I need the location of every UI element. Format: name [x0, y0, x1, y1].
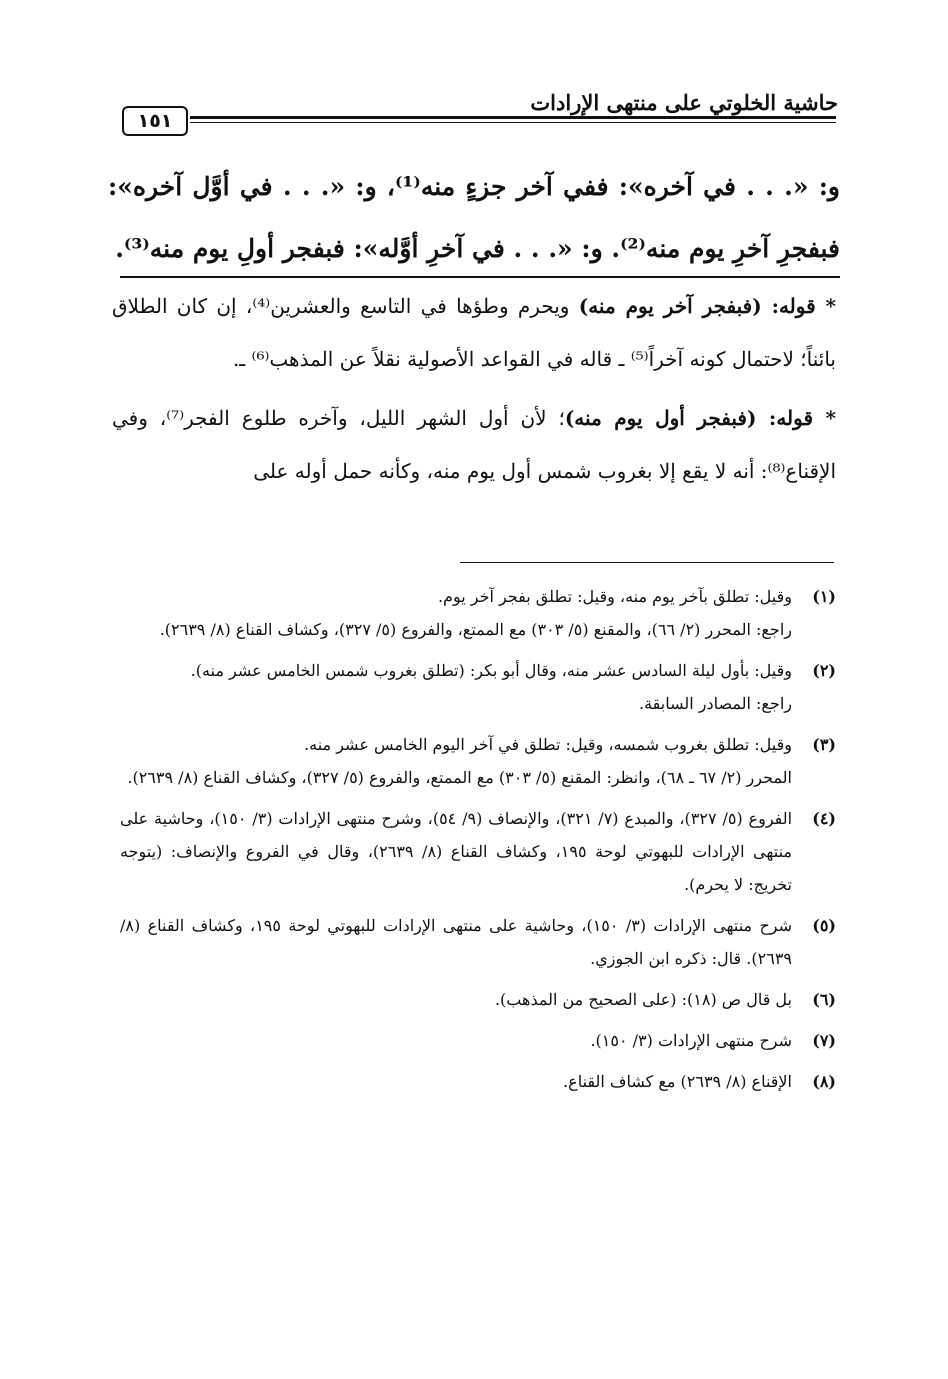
commentary-lead: * قوله: (فبفجر أول يوم منه) — [564, 406, 836, 430]
footnote-line: الإقناع (٨/ ٢٦٣٩) مع كشاف القناع. — [563, 1072, 792, 1091]
commentary-paragraph — [112, 392, 836, 498]
commentary — [112, 280, 836, 504]
footnote — [120, 728, 836, 794]
footnote-line: المحرر (٢/ ٦٧ ـ ٦٨)، وانظر: المقنع (٥/ ٣٠٣) مع الممتع، والفروع (٥/ ٣٢٧)، وكشاف القناع (٨/ ٢٦٣٩). — [127, 768, 792, 787]
footnote — [120, 802, 836, 901]
header-title: حاشية الخلوتي على منتهى الإرادات — [530, 90, 838, 115]
footnote-number: (٥) — [812, 916, 836, 935]
footnotes — [120, 580, 836, 1106]
footnote-line: وقيل: بأول ليلة السادس عشر منه، وقال أبو بكر: (تطلق بغروب شمس الخامس عشر منه). — [190, 661, 792, 680]
footnote — [120, 580, 836, 646]
running-head — [0, 82, 948, 142]
footnote-line: شرح منتهى الإرادات (٣/ ١٥٠)، وحاشية على منتهى الإرادات للبهوتي لوحة ١٩٥، وكشاف القناع (٨/ ٢٦٣٩). قال: ذكره ابن الجوزي. — [120, 916, 793, 968]
header-rule-thin — [190, 122, 836, 123]
footnote-number: (٤) — [812, 809, 836, 828]
header-rule — [190, 116, 836, 119]
footnote — [120, 1065, 836, 1098]
footnote-line: بل قال ص (١٨): (على الصحيح من المذهب). — [494, 990, 792, 1009]
footnote-number: (١) — [812, 587, 836, 606]
main-text: و: «. . . في آخره»: ففي آخر جزءٍ منه⁽¹⁾، و: «. . . في أوَّل آخره»: فبفجرِ آخرِ يوم منه⁽²⁾. و: «. . . في آخرِ أوَّله»: فبفجر أولِ يوم منه⁽³⁾. — [108, 172, 840, 263]
commentary-paragraph — [112, 280, 836, 386]
footnote-line: الفروع (٥/ ٣٢٧)، والمبدع (٧/ ٣٢١)، والإنصاف (٩/ ٥٤)، وشرح منتهى الإرادات (٣/ ١٥٠)، وحاشية على منتهى الإرادات للبهوتي لوحة ١٩٥، وكشاف القناع (٨/ ٢٦٣٩)، وقال في الفروع والإنصاف: (يتوجه تخريج: لا يحرم). — [120, 809, 793, 894]
footnote-line: راجع: المحرر (٢/ ٦٦)، والمقنع (٥/ ٣٠٣) مع الممتع، والفروع (٥/ ٣٢٧)، وكشاف القناع (٨/ ٢٦٣٩). — [159, 620, 792, 639]
commentary-lead: * قوله: (فبفجر آخر يوم منه) — [578, 294, 837, 318]
footnote — [120, 654, 836, 720]
footnote-number: (٦) — [812, 990, 836, 1009]
commentary-text: ويحرم وطؤها في التاسع والعشرين⁽⁴⁾، إن كان الطلاق بائناً؛ لاحتمال كونه آخراً⁽⁵⁾ ـ قاله في القواعد الأصولية نقلاً عن المذهب⁽⁶⁾ ـ. — [112, 294, 836, 371]
footnote-line: شرح منتهى الإرادات (٣/ ١٥٠). — [590, 1031, 792, 1050]
footnote-line: وقيل: تطلق بغروب شمسه، وقيل: تطلق في آخر اليوم الخامس عشر منه. — [304, 735, 792, 754]
footnote-divider — [460, 562, 834, 563]
footnote-number: (٣) — [812, 735, 836, 754]
footnote — [120, 1024, 836, 1057]
footnote — [120, 909, 836, 975]
main-text-divider — [120, 276, 840, 278]
footnote-line: وقيل: تطلق بآخر يوم منه، وقيل: تطلق بفجر آخر يوم. — [437, 587, 792, 606]
page-number: ١٥١ — [122, 106, 188, 136]
footnote — [120, 983, 836, 1016]
footnote-number: (٢) — [812, 661, 836, 680]
commentary-text: ؛ لأن أول الشهر الليل، وآخره طلوع الفجر⁽⁷⁾، وفي الإقناع⁽⁸⁾: أنه لا يقع إلا بغروب شمس أول يوم منه، وكأنه حمل أوله على — [112, 406, 836, 483]
footnote-number: (٧) — [812, 1031, 836, 1050]
footnote-number: (٨) — [812, 1072, 836, 1091]
footnote-line: راجع: المصادر السابقة. — [639, 694, 792, 713]
